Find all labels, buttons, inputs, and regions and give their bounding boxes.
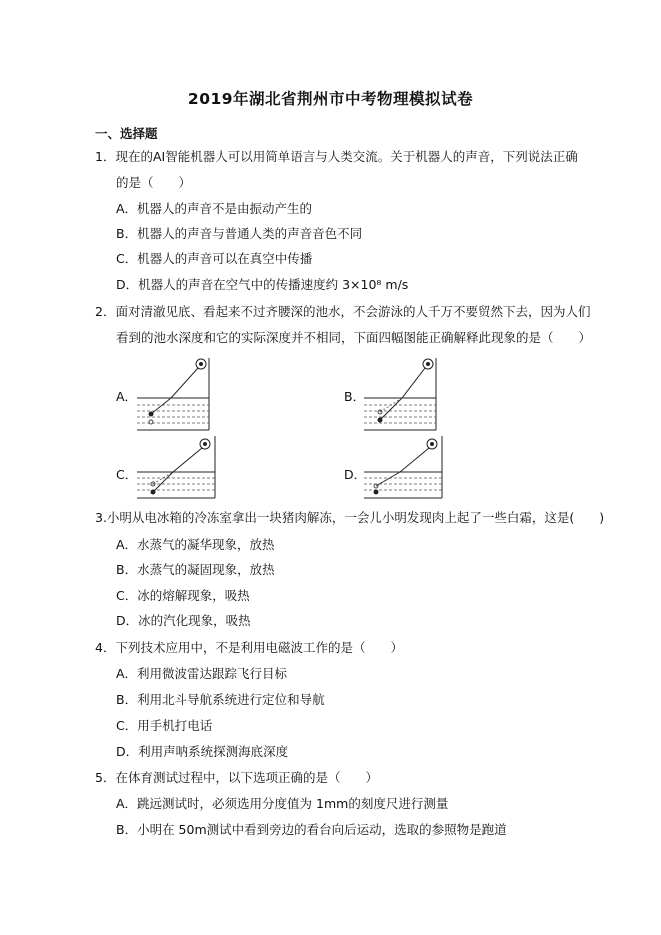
q1-option-c: C．机器人的声音可以在真空中传播	[116, 251, 313, 266]
diagram-a	[135, 356, 217, 434]
diagram-c	[135, 434, 221, 502]
q5-option-b: B．小明在 50m测试中看到旁边的看台向后运动，选取的参照物是跑道	[116, 822, 507, 837]
q2-label-d: D．	[344, 467, 367, 482]
q1-option-b: B．机器人的声音与普通人类的声音音色不同	[116, 226, 363, 241]
q4-stem: 4．下列技术应用中，不是利用电磁波工作的是（ ）	[95, 640, 403, 655]
section-heading: 一、选择题	[95, 126, 158, 141]
q2-label-a: A．	[116, 389, 138, 404]
diagram-b	[362, 356, 444, 434]
q3-option-c: C．冰的熔解现象，吸热	[116, 588, 250, 603]
q1-option-d: D．机器人的声音在空气中的传播速度约 3×10⁸ m/s	[116, 277, 409, 292]
q2-label-c: C．	[116, 467, 138, 482]
q1-stem: 1．现在的AI智能机器人可以用简单语言与人类交流。关于机器人的声音，下列说法正确	[95, 149, 578, 164]
q5-option-a: A．跳远测试时，必须选用分度值为 1mm的刻度尺进行测量	[116, 796, 449, 811]
q4-option-d: D．利用声呐系统探测海底深度	[116, 744, 289, 759]
q3-option-b: B．水蒸气的凝固现象，放热	[116, 562, 275, 577]
q4-option-b: B．利用北斗导航系统进行定位和导航	[116, 692, 325, 707]
q4-option-a: A．利用微波雷达跟踪飞行目标	[116, 666, 288, 681]
q3-stem: 3.小明从电冰箱的冷冻室拿出一块猪肉解冻，一会儿小明发现肉上起了一些白霜，这是( )	[95, 510, 605, 525]
q3-option-d: D．冰的汽化现象，吸热	[116, 613, 251, 628]
q1-stem-cont: 的是（ ）	[116, 175, 192, 190]
q2-stem-cont: 看到的池水深度和它的实际深度并不相同，下面四幅图能正确解释此现象的是（ ）	[116, 330, 592, 345]
q3-option-a: A．水蒸气的凝华现象，放热	[116, 537, 275, 552]
q5-stem: 5．在体育测试过程中，以下选项正确的是（ ）	[95, 770, 378, 785]
page-title: 2019年湖北省荆州市中考物理模拟试卷	[187, 90, 474, 108]
q2-label-b: B．	[344, 389, 366, 404]
q2-stem: 2．面对清澈见底、看起来不过齐腰深的池水，不会游泳的人千万不要贸然下去，因为人们	[95, 304, 591, 319]
q1-option-a: A．机器人的声音不是由振动产生的	[116, 201, 313, 216]
q4-option-c: C．用手机打电话	[116, 718, 213, 733]
diagram-d	[362, 434, 448, 502]
